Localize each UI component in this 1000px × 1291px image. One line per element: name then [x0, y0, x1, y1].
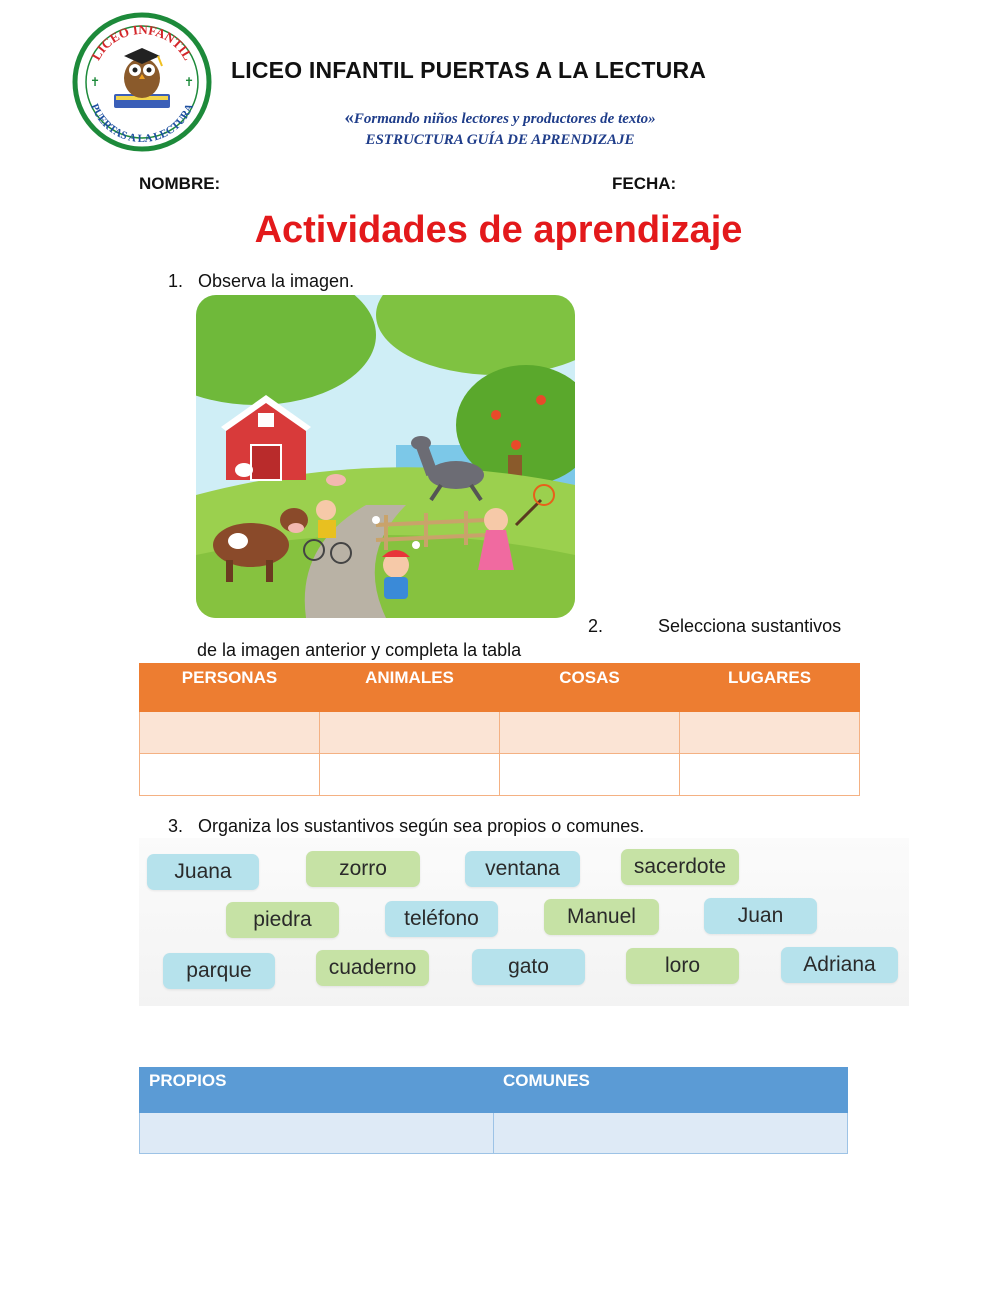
header-propios: PROPIOS: [140, 1068, 494, 1113]
header-comunes: COMUNES: [494, 1068, 848, 1113]
name-label: NOMBRE:: [139, 174, 221, 193]
farm-illustration: [196, 295, 575, 618]
word-tile[interactable]: Juana: [147, 854, 259, 890]
header-cosas: COSAS: [500, 664, 680, 712]
table-row: [140, 1113, 848, 1154]
question-3: [168, 816, 644, 837]
header-lugares: LUGARES: [680, 664, 860, 712]
question-3-text: Organiza los sustantivos según sea propios o comunes.: [198, 816, 645, 836]
word-tile[interactable]: gato: [472, 949, 585, 985]
word-tile[interactable]: Juan: [704, 898, 817, 934]
word-tile[interactable]: cuaderno: [316, 950, 429, 986]
header-animales: ANIMALES: [320, 664, 500, 712]
word-tile[interactable]: sacerdote: [621, 849, 739, 885]
logo-text-top: LICEO INFANTIL: [88, 21, 196, 63]
answer-cell-animales-2[interactable]: [320, 754, 500, 796]
guide-subtitle: ESTRUCTURA GUÍA DE APRENDIZAJE: [365, 132, 635, 148]
answer-cell-comunes[interactable]: [494, 1113, 848, 1154]
question-1-text: Observa la imagen.: [198, 271, 355, 291]
word-tile[interactable]: Manuel: [544, 899, 659, 935]
question-2-text-a: Selecciona sustantivos: [658, 616, 842, 636]
answer-cell-propios[interactable]: [140, 1113, 494, 1154]
svg-text:✝: ✝: [90, 75, 101, 89]
answer-cell-cosas-1[interactable]: [500, 712, 680, 754]
noun-category-table: [139, 663, 860, 796]
word-tile[interactable]: teléfono: [385, 901, 498, 937]
proper-common-table: [139, 1067, 848, 1154]
question-1-number: 1.: [168, 271, 184, 291]
answer-cell-personas-2[interactable]: [140, 754, 320, 796]
word-tile[interactable]: Adriana: [781, 947, 898, 983]
question-3-number: 3.: [168, 816, 184, 836]
motto-open-quote: «: [344, 107, 354, 128]
svg-text:✝: ✝: [184, 75, 195, 89]
answer-cell-lugares-2[interactable]: [680, 754, 860, 796]
answer-cell-cosas-2[interactable]: [500, 754, 680, 796]
word-tile[interactable]: ventana: [465, 851, 580, 887]
date-label: FECHA:: [612, 174, 677, 193]
answer-cell-lugares-1[interactable]: [680, 712, 860, 754]
answer-cell-personas-1[interactable]: [140, 712, 320, 754]
motto-block: [0, 107, 1000, 151]
table-row: [140, 754, 860, 796]
question-1: [168, 271, 354, 292]
motto-text: Formando niños lectores y productores de texto»: [353, 111, 656, 127]
word-tile[interactable]: zorro: [306, 851, 420, 887]
question-2-text-b: de la imagen anterior y completa la tabla: [197, 640, 522, 660]
question-2-number: 2.: [588, 616, 604, 636]
word-tile[interactable]: loro: [626, 948, 739, 984]
noun-table-header-row: [140, 664, 860, 712]
school-name: LICEO INFANTIL PUERTAS A LA LECTURA: [231, 57, 707, 83]
table-row: [140, 712, 860, 754]
page-title: Actividades de aprendizaje: [254, 209, 743, 251]
logo-text-bottom: PUERTAS A LA LECTURA: [88, 102, 196, 146]
answer-cell-animales-1[interactable]: [320, 712, 500, 754]
header-personas: PERSONAS: [140, 664, 320, 712]
word-tile-area: [139, 838, 909, 1006]
type-table-header-row: [140, 1068, 848, 1113]
word-tile[interactable]: piedra: [226, 902, 339, 938]
word-tile[interactable]: parque: [163, 953, 275, 989]
